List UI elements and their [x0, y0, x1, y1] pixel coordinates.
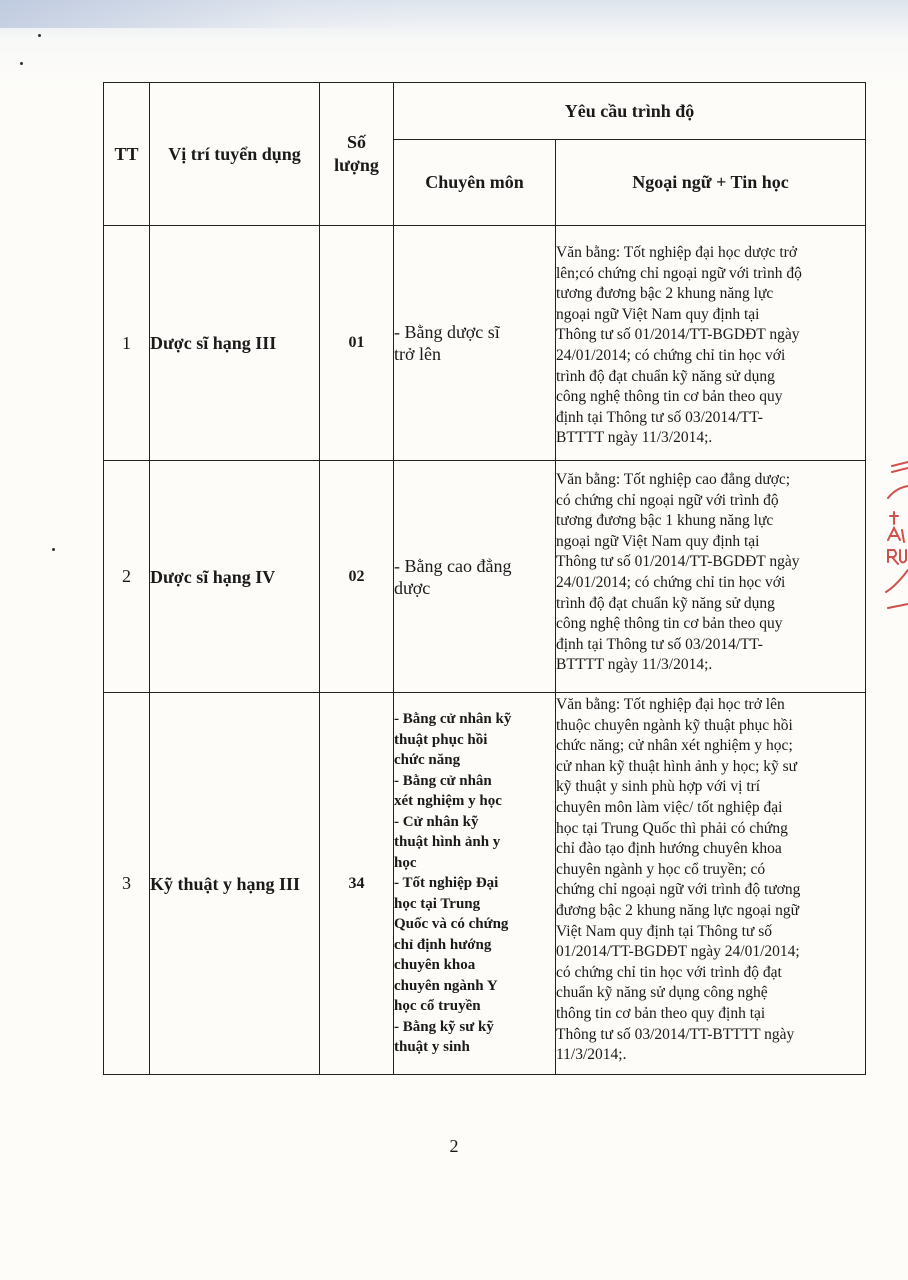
- major-line: chỉ định hướng: [394, 936, 492, 953]
- major-line: dược: [394, 577, 431, 598]
- requirement-line: chức năng; cử nhân xét nghiệm y học;: [556, 737, 793, 755]
- requirement-line: ngoại ngữ Việt Nam quy định tại: [556, 305, 760, 323]
- major-line: chức năng: [394, 752, 461, 769]
- requirement-line: Thông tư số 01/2014/TT-BGDĐT ngày: [556, 553, 800, 571]
- requirement-line: chứng chỉ ngoại ngữ với trình độ tương: [556, 881, 801, 899]
- requirement-line: có chứng chỉ ngoại ngữ với trình độ: [556, 491, 779, 509]
- requirement-line: tương đương bậc 2 khung năng lực: [556, 285, 774, 303]
- scan-streak: [0, 0, 420, 28]
- requirement-line: định tại Thông tư số 03/2014/TT-: [556, 408, 763, 426]
- major-line: - Bằng kỹ sư kỹ: [394, 1018, 494, 1035]
- quantity-value: 02: [320, 461, 394, 693]
- major-line: học cổ truyền: [394, 998, 481, 1015]
- major-line: trở lên: [394, 344, 442, 364]
- major-line: thuật hình ảnh y: [394, 834, 501, 851]
- requirement-line: Thông tư số 01/2014/TT-BGDĐT ngày: [556, 326, 800, 344]
- major-line: thuật phục hồi: [394, 731, 488, 748]
- header-quantity: Số lượng: [320, 83, 394, 226]
- requirement-line: chuẩn kỹ năng sử dụng công nghệ: [556, 984, 768, 1002]
- requirement-line: cử nhan kỹ thuật hình ảnh y học; kỹ sư: [556, 757, 798, 775]
- requirement-line: chỉ đào tạo định hướng chuyên khoa: [556, 840, 782, 858]
- major-cell: [394, 693, 556, 1075]
- header-tt: TT: [104, 83, 150, 226]
- requirement-line: Việt Nam quy định tại Thông tư số: [556, 922, 772, 940]
- page-number: 2: [449, 1136, 459, 1156]
- requirements-cell: [556, 226, 866, 461]
- position-name: Dược sĩ hạng III: [150, 226, 320, 461]
- major-line: - Bằng dược sĩ: [394, 322, 500, 342]
- quantity-value: 01: [320, 226, 394, 461]
- position-name: Kỹ thuật y hạng III: [150, 693, 320, 1075]
- requirement-line: 11/3/2014;.: [556, 1046, 627, 1064]
- requirement-line: BTTTT ngày 11/3/2014;.: [556, 656, 713, 674]
- major-line: chuyên khoa: [394, 957, 476, 974]
- header-position: Vị trí tuyển dụng: [150, 83, 320, 226]
- major-line: - Cử nhân kỹ: [394, 813, 479, 830]
- requirement-line: chuyên môn làm việc/ tốt nghiệp đại: [556, 798, 783, 816]
- major-line: xét nghiệm y học: [394, 793, 502, 810]
- major-line: - Bằng cử nhân: [394, 772, 492, 789]
- requirement-line: có chứng chỉ tin học với trình độ đạt: [556, 963, 782, 981]
- requirement-line: đương bậc 2 khung năng lực ngoại ngữ: [556, 901, 800, 919]
- requirement-line: học tại Trung Quốc thì phải có chứng: [556, 819, 788, 837]
- scan-speck: [38, 34, 41, 37]
- major-cell: [394, 226, 556, 461]
- requirement-line: công nghệ thông tin cơ bản theo quy: [556, 388, 783, 406]
- major-line: - Bằng cao đẳng: [394, 555, 512, 576]
- requirement-line: trình độ đạt chuẩn kỹ năng sử dụng: [556, 367, 775, 385]
- requirement-line: 24/01/2014; có chứng chỉ tin học với: [556, 346, 786, 364]
- position-name: Dược sĩ hạng IV: [150, 461, 320, 693]
- row-number: 2: [104, 461, 150, 693]
- row-number: 1: [104, 226, 150, 461]
- requirement-line: Văn bằng: Tốt nghiệp đại học trở lên: [556, 696, 785, 713]
- requirement-line: BTTTT ngày 11/3/2014;.: [556, 429, 713, 447]
- major-line: học: [394, 854, 417, 871]
- requirement-line: ngoại ngữ Việt Nam quy định tại: [556, 532, 760, 550]
- header-requirements: Yêu cầu trình độ: [394, 83, 866, 140]
- requirement-line: công nghệ thông tin cơ bản theo quy: [556, 615, 783, 633]
- requirement-line: chuyên ngành y học cổ truyền; có: [556, 860, 766, 878]
- scan-speck: [52, 548, 55, 551]
- requirements-cell: [556, 461, 866, 693]
- header-language-it: Ngoại ngữ + Tin học: [556, 140, 866, 226]
- requirement-line: Văn bằng: Tốt nghiệp đại học dược trở: [556, 244, 798, 261]
- table-row: [104, 693, 866, 1075]
- major-line: thuật y sinh: [394, 1039, 470, 1056]
- major-line: chuyên ngành Y: [394, 977, 498, 994]
- requirement-line: Văn bằng: Tốt nghiệp cao đẳng dược;: [556, 471, 791, 488]
- requirement-line: thông tin cơ bản theo quy định tại: [556, 1004, 766, 1022]
- stamp-marks: [886, 462, 908, 608]
- requirement-line: tương đương bậc 1 khung năng lực: [556, 512, 774, 530]
- quantity-value: 34: [320, 693, 394, 1075]
- recruitment-table: [103, 82, 866, 1075]
- requirement-line: 01/2014/TT-BGDĐT ngày 24/01/2014;: [556, 943, 800, 961]
- major-line: - Bằng cử nhân kỹ: [394, 711, 512, 728]
- requirement-line: kỹ thuật y sinh phù hợp với vị trí: [556, 778, 761, 796]
- requirement-line: thuộc chuyên ngành kỹ thuật phục hồi: [556, 716, 793, 734]
- requirement-line: định tại Thông tư số 03/2014/TT-: [556, 635, 763, 653]
- major-line: học tại Trung: [394, 895, 481, 912]
- table-row: [104, 461, 866, 693]
- requirement-line: trình độ đạt chuẩn kỹ năng sử dụng: [556, 594, 775, 612]
- major-line: - Tốt nghiệp Đại: [394, 875, 499, 892]
- red-stamp-fragment: [878, 458, 908, 618]
- requirement-line: 24/01/2014; có chứng chỉ tin học với: [556, 573, 786, 591]
- major-line: Quốc và có chứng: [394, 916, 509, 933]
- requirement-line: Thông tư số 03/2014/TT-BTTTT ngày: [556, 1025, 795, 1043]
- table-row: [104, 226, 866, 461]
- row-number: 3: [104, 693, 150, 1075]
- requirements-cell: [556, 693, 866, 1075]
- major-cell: [394, 461, 556, 693]
- scan-speck: [20, 62, 23, 65]
- header-major: Chuyên môn: [394, 140, 556, 226]
- requirement-line: lên;có chứng chỉ ngoại ngữ với trình độ: [556, 264, 802, 282]
